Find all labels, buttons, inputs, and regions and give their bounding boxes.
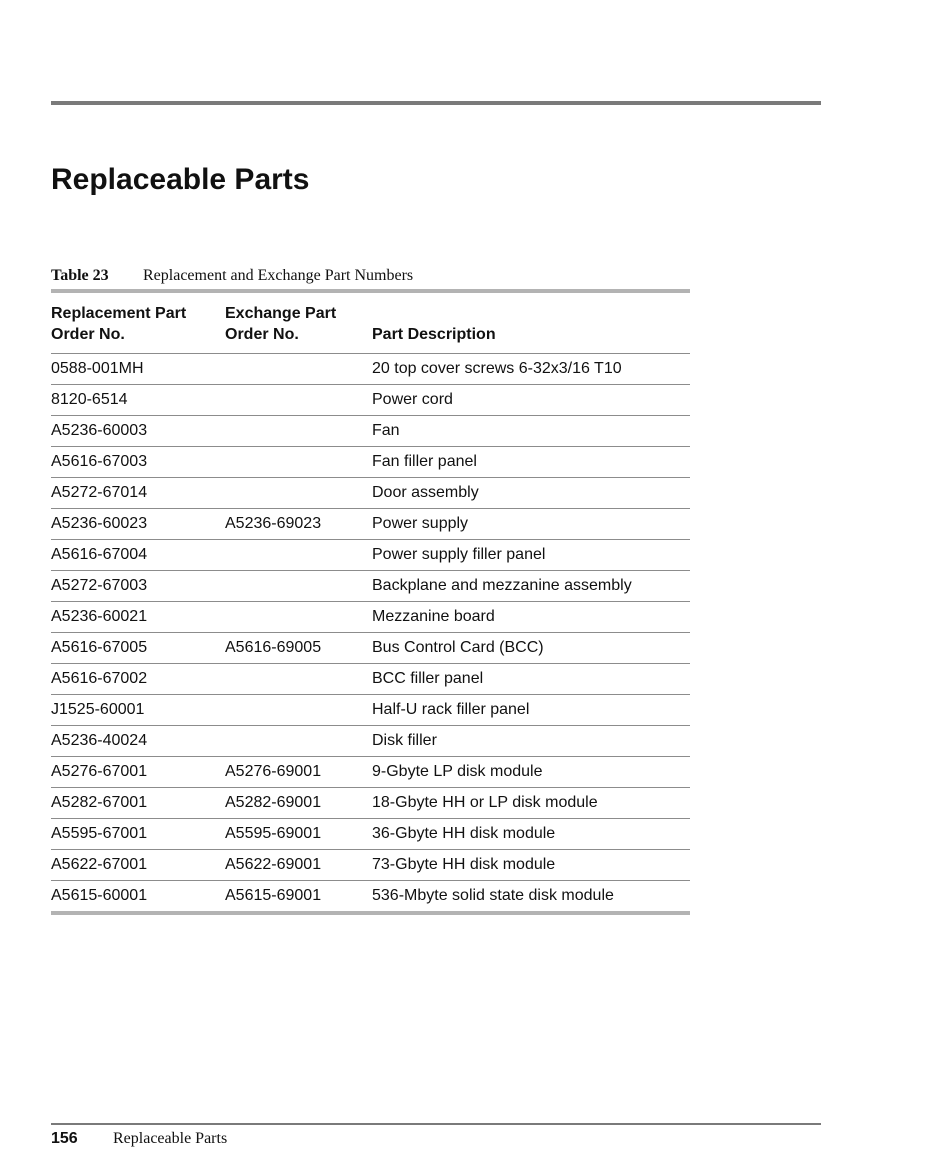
cell-replacement-order-no: A5622-67001 <box>51 850 225 881</box>
cell-part-description: 536-Mbyte solid state disk module <box>372 887 614 904</box>
cell-replacement-order-no: A5272-67003 <box>51 571 225 602</box>
cell-part-description: Power cord <box>372 385 690 416</box>
cell-part-description: Bus Control Card (BCC) <box>372 633 690 664</box>
parts-table-body <box>51 354 690 912</box>
cell-replacement-order-no: A5282-67001 <box>51 788 225 819</box>
cell-replacement-order-no: A5236-40024 <box>51 726 225 757</box>
cell-part-description: Fan filler panel <box>372 447 690 478</box>
table-row <box>51 571 690 602</box>
parts-table-wrapper <box>51 289 690 915</box>
cell-part-description: Fan <box>372 416 690 447</box>
table-row <box>51 416 690 447</box>
cell-exchange-order-no <box>225 540 372 571</box>
cell-replacement-order-no: A5595-67001 <box>51 819 225 850</box>
cell-exchange-order-no <box>225 447 372 478</box>
table-caption-label: Table 23 <box>51 267 109 284</box>
cell-replacement-order-no: A5616-67005 <box>51 633 225 664</box>
cell-exchange-order-no: A5615-69001 <box>225 887 322 904</box>
cell-exchange-order-no <box>225 726 372 757</box>
cell-replacement-order-no: 0588-001MH <box>51 354 225 385</box>
cell-exchange-order-no: A5622-69001 <box>225 850 372 881</box>
cell-replacement-order-no: A5616-67004 <box>51 540 225 571</box>
cell-replacement-order-no: J1525-60001 <box>51 695 225 726</box>
cell-exchange-order-no: A5595-69001 <box>225 819 372 850</box>
cell-exchange-order-no <box>225 695 372 726</box>
table-caption-text: Replacement and Exchange Part Numbers <box>143 267 414 284</box>
cell-exchange-order-no <box>225 478 372 509</box>
cell-part-description: Power supply <box>372 509 690 540</box>
cell-part-description: Disk filler <box>372 726 690 757</box>
cell-part-description: Half-U rack filler panel <box>372 695 690 726</box>
table-row <box>51 788 690 819</box>
table-header-row <box>51 293 690 354</box>
cell-exchange-order-no <box>225 385 372 416</box>
cell-replacement-order-no: A5272-67014 <box>51 478 225 509</box>
header-exchange-line2: Order No. <box>225 326 299 343</box>
table-row <box>51 447 690 478</box>
table-row <box>51 478 690 509</box>
header-part-description: Part Description <box>372 293 690 354</box>
cell-replacement-order-no: A5236-60003 <box>51 416 225 447</box>
cell-exchange-order-no: A5276-69001 <box>225 757 372 788</box>
cell-exchange-order-no <box>225 571 372 602</box>
cell-part-description: 18-Gbyte HH or LP disk module <box>372 788 690 819</box>
cell-exchange-order-no: A5236-69023 <box>225 509 372 540</box>
page-number: 156 <box>51 1130 78 1147</box>
footer-rule <box>51 1123 821 1125</box>
cell-replacement-order-no: A5276-67001 <box>51 757 225 788</box>
table-row <box>51 385 690 416</box>
cell-replacement-order-no: A5615-60001 <box>51 887 148 904</box>
cell-exchange-order-no <box>225 416 372 447</box>
table-row <box>51 540 690 571</box>
header-exchange-line1: Exchange Part <box>225 305 337 322</box>
table-row <box>51 633 690 664</box>
cell-exchange-order-no: A5616-69005 <box>225 633 372 664</box>
cell-exchange-order-no <box>225 354 372 385</box>
table-row <box>51 354 690 385</box>
cell-exchange-order-no: A5282-69001 <box>225 788 372 819</box>
header-replacement-line2: Order No. <box>51 326 125 343</box>
table-caption <box>51 266 413 286</box>
table-row <box>51 881 690 912</box>
cell-exchange-order-no <box>225 602 372 633</box>
table-row <box>51 509 690 540</box>
top-rule <box>51 101 821 105</box>
header-replacement-line1: Replacement Part <box>51 305 187 322</box>
cell-replacement-order-no: 8120-6514 <box>51 385 225 416</box>
table-row <box>51 695 690 726</box>
table-row <box>51 757 690 788</box>
cell-replacement-order-no: A5236-60023 <box>51 509 225 540</box>
cell-part-description: Backplane and mezzanine assembly <box>372 571 690 602</box>
cell-replacement-order-no: A5616-67003 <box>51 447 225 478</box>
parts-table <box>51 293 690 911</box>
cell-part-description: 9-Gbyte LP disk module <box>372 757 690 788</box>
table-row <box>51 819 690 850</box>
table-bottom-rule <box>51 911 690 915</box>
cell-part-description: Power supply filler panel <box>372 540 690 571</box>
cell-part-description: 73-Gbyte HH disk module <box>372 850 690 881</box>
table-row <box>51 726 690 757</box>
cell-part-description: 36-Gbyte HH disk module <box>372 819 690 850</box>
cell-part-description: BCC filler panel <box>372 664 690 695</box>
page-title: Replaceable Parts <box>51 163 310 196</box>
cell-replacement-order-no: A5616-67002 <box>51 664 225 695</box>
cell-replacement-order-no: A5236-60021 <box>51 602 225 633</box>
page-footer <box>51 1128 227 1150</box>
cell-part-description: 20 top cover screws 6-32x3/16 T10 <box>372 354 690 385</box>
cell-part-description: Mezzanine board <box>372 602 690 633</box>
cell-part-description: Door assembly <box>372 478 690 509</box>
header-replacement-order-no <box>51 293 225 354</box>
table-row <box>51 664 690 695</box>
footer-section-title: Replaceable Parts <box>113 1130 228 1147</box>
header-exchange-order-no <box>225 293 372 354</box>
table-row <box>51 850 690 881</box>
table-row <box>51 602 690 633</box>
cell-exchange-order-no <box>225 664 372 695</box>
